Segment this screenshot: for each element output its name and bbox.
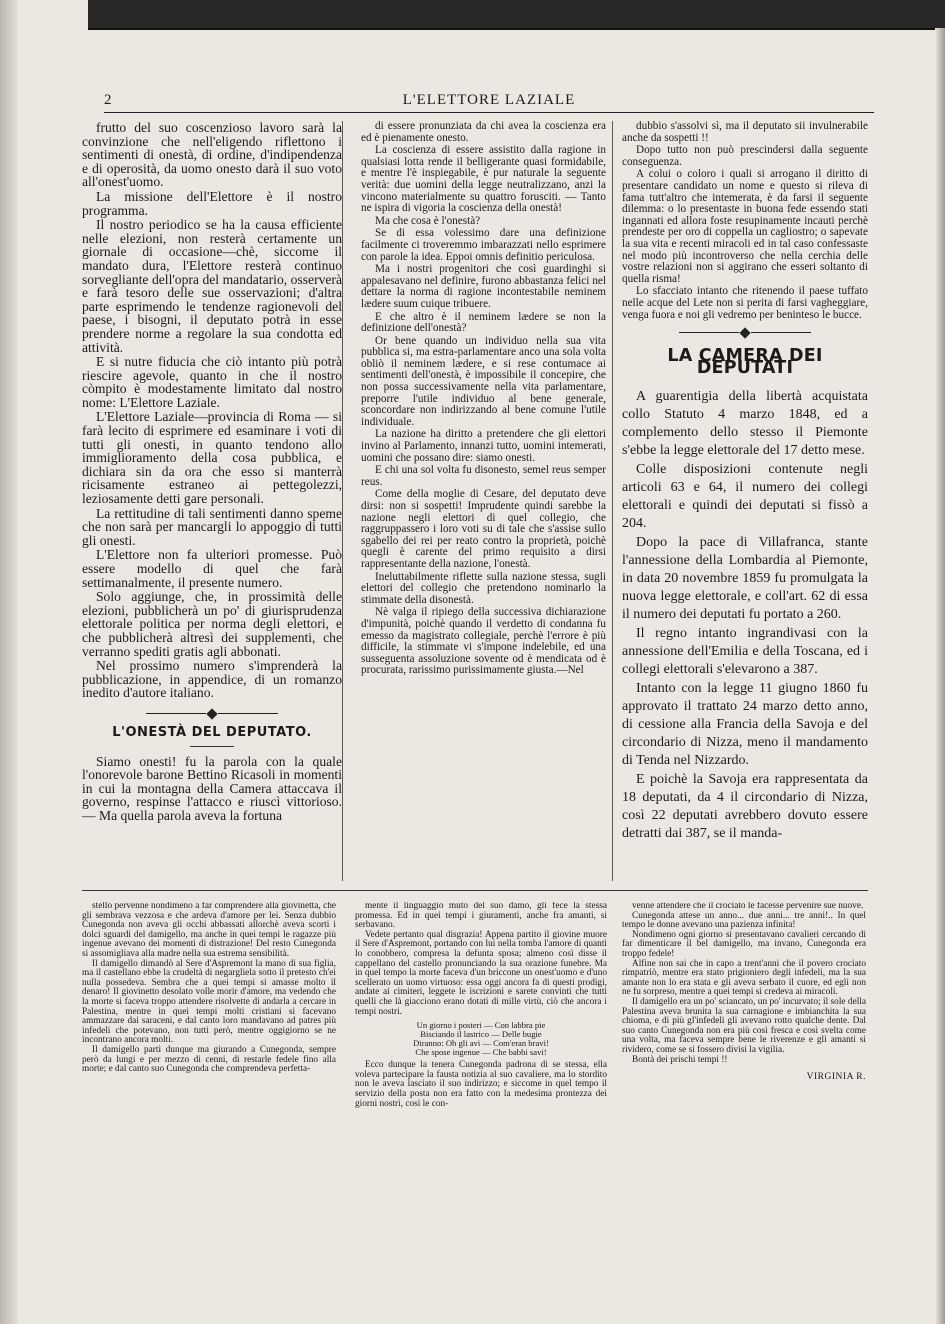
paragraph: Bontà dei prischi tempi !! — [632, 1054, 728, 1065]
paragraph: Ecco dunque la tenera Cunegonda padrona di se stessa, ella voleva partecipare la fausta notizia al suo cavaliere, ma lo stordito non le aveva lasciato il suo indirizzo; e siccome in quel tempo il servizio della posta non era fatto con la medesima prontezza dei giorni nostri, così le con- — [355, 1060, 607, 1109]
paragraph: Ma i nostri progenitori che così guardinghi si appalesavano nel definire, furono abbastanza felici nel dettare la norma di ragione incontestabile neminem lædere suum cuique tribuere. — [361, 263, 606, 310]
verse-line: Diranno: Oh gli avi — Com'eran bravi! — [413, 1038, 549, 1049]
paragraph: E chi una sol volta fu disonesto, semel reus semper reus. — [361, 464, 606, 488]
column-rule — [612, 121, 613, 881]
paragraph: Siamo onesti! fu la parola con la quale l'onorevole barone Bettino Ricasoli in momenti in cui la montagna della Camera attaccava il governo, respinse l'attacco e riuscì vittorioso. — Ma quella parola aveva la fortuna — [82, 753, 342, 823]
paragraph: Solo aggiunge, che, in prossimità delle elezioni, pubblicherà un po' di giurisprudenza elettorale politica per norma degli elettori, e che pubblicherà altresì dei supplementi, che verranno spediti gratis agli abbonati. — [82, 589, 342, 659]
verse-line: Bisciando il lastrico — Delle bugie — [420, 1029, 542, 1040]
paragraph: venne attendere che il crociato le facesse pervenire sue nuove. — [632, 902, 864, 911]
paragraph: Il damigello era un po' sciancato, un po' incurvato; il sole della Palestina aveva brunita la sua carnagione e imbianchita la sua chioma, e di più gl'infedeli gli avevano rotto qualche dente. Dal suo canto Cunegonda non era più così fresca e così svelta come una volta, ma faceva sempre bene le riverenze e gli amanti si rividero, come se si fossero divisi la vigilia. — [622, 996, 866, 1055]
paragraph: Come della moglie di Cesare, del deputato deve dirsi: non si sospetti! Imprudente quindi sarebbe la nazione negli elettori di quel collegio, che raggruppassero i loro voti su di tale che s'assise sullo sgabello dei rei per reato contro la proprietà, poichè quegli è carente del primo requisito a dirsi rappresentante della nazione, l'onestà. — [361, 488, 606, 570]
paragraph: Nondimeno ogni giorno si presentavano cavalieri cercando di far dimenticare il bel damigello, ma invano, Cunegonda era troppo fedele! — [622, 929, 866, 959]
paragraph: Dopo tutto non può prescindersi dalla seguente conseguenza. — [622, 144, 868, 168]
paragraph: Vedete pertanto qual disgrazia! Appena partito il giovine muore il Sere d'Aspremont, portando con lui nella tomba l'amore di quanti lo conobbero, compresa la defunta sposa; almeno così disse il cappellano del castello pronunciando la sua orazione funebre. Ma in quel tempo la morte faceva d'un briccone un onest'uomo e d'uno scellerato un uomo virtuoso: essa oggi ancora fa di questi prodigi, andate ai cimiteri, leggete le iscrizioni e sarete convinti che tutti quelli che là giacciono erano dotati di mille virtù, ciò che ancora i tempi nostri. — [355, 929, 607, 1017]
paragraph: mente il linguaggio muto del suo damo, gli fece la stessa promessa. Ed in quei tempi i giuramenti, anche fra amanti, si serbavano. — [355, 902, 607, 931]
section-title: LA CAMERA DEI DEPUTATI — [667, 346, 823, 378]
paragraph: Alfine non sai che in capo a trent'anni che il povero crociato rimpatriò, mentre era stato prigioniero degli infedeli, ma la sua amante non lo era stata e gli aveva serbato il cuore, ed egli non ne fu sorpreso, mentre a quei tempi si credeva ai miracoli. — [622, 958, 866, 998]
paragraph: Il damigello dimandò al Sere d'Aspremont la mano di sua figlia, ma il castellano ebbe la crudeltà di negargliela sotto il pretesto ch'ei nulla possedeva. Sembra che a quei tempi si amasse molto il denaro! Il giovinetto desolato volle morir d'amore, ma vedendo che la morte si faceva troppo attendere risolvette di andarla a cercare in Palestina, mentre in quei tempi molti cristiani si facevano ammazzare dai saraceni, e dal canto loro mandavano ad patres più infedeli che potevano, non tutti però, mentre oggigiorno se ne incontrano ancora molti. — [82, 958, 336, 1046]
paragraph: E poichè la Savoja era rappresentata da 18 deputati, da 4 il circondario di Nizza, così 22 deputati avrebbero dovuto essere detratti dai 387, se il manda- — [622, 772, 868, 842]
page-right-edge — [935, 28, 945, 1324]
column-2 — [361, 121, 606, 881]
verse-block — [355, 1021, 607, 1057]
column-rule — [342, 121, 343, 881]
feuilleton-column-3 — [622, 902, 866, 1232]
paragraph: Or bene quando un individuo nella sua vita pubblica si, ma estra-parlamentare anco una sola volta obliò il neminem lædere, e si rese contumace ai sentimenti dell'onestà, è impossibile il concepire, che non possa successivamente nella vita parlamentare, preporre l'utile individuo al bene generale, sconcordare non indirizzando al bene comune l'utile individuale. — [361, 334, 606, 428]
column-1 — [82, 121, 342, 881]
paragraph: Cunegonda attese un anno... due anni... tre anni!.. In quel tempo le donne avevano una pazienza infinita! — [622, 910, 866, 931]
paragraph: dubbio s'assolvi sì, ma il deputato sii invulnerabile anche da sospetti !! — [622, 121, 868, 144]
page-number: 2 — [104, 92, 112, 108]
paragraph: Il damigello partì dunque ma giurando a Cunegonda, sempre però da lungi e per mezzo di cenni, di restarle fedele fino alla morte; e dal canto suo Cunegonda che comprendeva perfetta- — [82, 1044, 336, 1075]
paragraph: Ineluttabilmente riflette sulla nazione stessa, sugli elettori del collegio che pretendono nominarlo la stimmate della disonestà. — [361, 570, 606, 606]
page-left-shadow — [0, 0, 18, 1324]
paragraph: E che altro è il neminem lædere se non la definizione dell'onestà? — [361, 310, 606, 335]
paragraph: La coscienza di essere assistito dalla ragione in qualsiasi lotta rende il belligerante quasi formidabile, e mentre l'è inspiegabile, è pur naturale la seguente verità: due uomini della legge neutralizzano, anzi la vincono materialmente su quattro forusciti. — Tanto ne ispira di vigoria la coscienza della onestà! — [361, 144, 606, 215]
feuilleton-separator — [82, 890, 868, 891]
title-underline — [190, 746, 234, 747]
paragraph: L'Elettore Laziale—provincia di Roma — si farà lecito di esprimere ed esaminare i voti di tutti gli onesti, in quanto tendono allo immiglioramento della cosa pubblica, e dichiara sin da ora che esso si manterrà ricisamente estraneo ai pettegolezzi, leziosamente detti gare personali. — [82, 409, 342, 507]
paragraph: stello pervenne nondimeno a far comprendere alla giovinetta, che gli sembrava vezzosa e che ardeva d'amore per lei. Senza dubbio Cunegonda non aveva gli occhi abbassati allorchè aveva scorti i dolci sguardi del damigello, ma anche in quei tempi le ragazze più ingenue avevano dei momenti di distrazione! Del resto Cunegonda si assomigliava alla madre nella sua estrema sensibilità. — [82, 902, 336, 959]
feuilleton-column-2 — [355, 902, 607, 1232]
paragraph: Se di essa volessimo dare una definizione facilmente ci troveremmo imbarazzati nello esprimere con parole la idea. Eppoi omnis definitio periculosa. — [361, 227, 606, 263]
paragraph: Il nostro periodico se ha la causa efficiente nelle elezioni, non resterà certamente un giornale di occasione—chè, siccome il mandato dura, l'Elettore resterà continuo sorvegliante dell'opra del mandatario, osserverà e farà tesoro delle sue osservazioni; d'altra parte esprimendo le tendenze ragionevoli del paese, i bisogni, il deputato potrà in esse prendere norme a regolare la sua condotta ed attività. — [82, 217, 342, 355]
paragraph: Nel prossimo numero s'imprenderà la pubblicazione, in appendice, di un romanzo inedito d'autore italiano. — [82, 658, 342, 701]
author-signature: VIRGINIA R. — [806, 1072, 866, 1083]
paragraph: Intanto con la legge 11 giugno 1860 fu approvato il trattato 24 marzo detto anno, di cessione alla Francia della Savoja e del circondario di Nizza, meno il mandamento di Tenda nel Nizzardo. — [622, 681, 868, 769]
feuilleton-column-1 — [82, 902, 336, 1232]
ornament-divider — [82, 706, 342, 716]
paragraph: Ma che cosa è l'onestà? — [375, 214, 481, 227]
paragraph: Nè valga il ripiego della successiva dichiarazione d'impunità, poichè quando il verdetto di condanna fu emesso da magistrato collegiale, perchè l'errore è più difficile, la stimmate vi s'impone indelebile, ed una susseguenta assoluzione sovente od è mendicata od è procurata, rarissimo purissimamente giusta.—Nel — [361, 606, 606, 677]
column-3 — [622, 121, 868, 881]
paragraph: La missione dell'Elettore è il nostro programma. — [82, 188, 342, 218]
paragraph: L'Elettore non fa ulteriori promesse. Può essere modello di quel che farà settimanalmente, il presente numero. — [82, 547, 342, 590]
paragraph: Colle disposizioni contenute negli articoli 63 e 64, il numero dei collegi elettorali e quindi dei deputati si fissò a 204. — [622, 462, 868, 532]
verse-line: Che spose ingenue — Che babbi savi! — [415, 1047, 547, 1058]
paragraph: Il regno intanto ingrandivasi con la annessione dell'Emilia e della Toscana, ed i collegi elettorali s'elevarono a 387. — [622, 626, 868, 678]
section-title: L'ONESTÀ DEL DEPUTATO. — [112, 724, 312, 740]
scan-top-border — [88, 0, 945, 30]
paragraph: A guarentigia della libertà acquistata collo Statuto 4 marzo 1848, ed a complemento dello stesso il Piemonte s'ebbe la legge elettorale del 17 detto mese. — [622, 389, 868, 459]
paragraph: Lo sfacciato intanto che ritenendo il paese tuffato nelle acque del Lete non si perita di farsi vagheggiare, venga fuora e noi gli vedremo per beninteso le bucce. — [622, 285, 868, 321]
verse-line: Un giorno i posteri — Con labbra pie — [416, 1020, 546, 1031]
paragraph: frutto del suo coscenzioso lavoro sarà la convinzione che nell'eligendo riflettono i sentimenti di onestà, di ordine, d'indipendenza e di operosità, da uomo onesto darà il suo voto all'onest'uomo. — [82, 121, 342, 190]
paragraph: Dopo la pace di Villafranca, stante l'annessione della Lombardia al Piemonte, in data 20 novembre 1859 fu promulgata la nuova legge elettorale, e coll'art. 62 di essa il numero dei deputati fu portato a 260. — [622, 535, 868, 623]
paragraph: La rettitudine di tali sentimenti danno speme che non sarà per mancargli lo appoggio di tutti gli onesti. — [82, 505, 342, 548]
page-header — [104, 92, 874, 113]
paragraph: A colui o coloro i quali si arrogano il diritto di presentare candidato un nome e questo si rileva di fama tutt'altro che intemerata, è da farsi il seguente dilemma: o lo presentaste in buona fede essendo stati ingannati ed allora foste resupinamente incauti perchè prendeste per oro di coppella un cagliostro; o sapevate la sua vita e recenti miracoli ed in tal caso confessaste nel modo più incontroverso che nella cerchia delle vostre relazioni non si aggirano che esseri soltanto di quella risma! — [622, 168, 868, 285]
paragraph: La nazione ha diritto a pretendere che gli elettori invino al Parlamento, innanzi tutto, uomini intemerati, uomini che possano dire: siamo onesti. — [361, 428, 606, 464]
paragraph: E si nutre fiducia che ciò intanto più potrà riescire agevole, quanto in che il nostro còmpito è modestamente limitato dal nostro nome: L'Elettore Laziale. — [82, 354, 342, 410]
masthead-title: L'ELETTORE LAZIALE — [402, 92, 576, 108]
paragraph: di essere pronunziata da chi avea la coscienza era ed è pienamente onesto. — [361, 121, 606, 144]
ornament-divider — [622, 327, 868, 337]
